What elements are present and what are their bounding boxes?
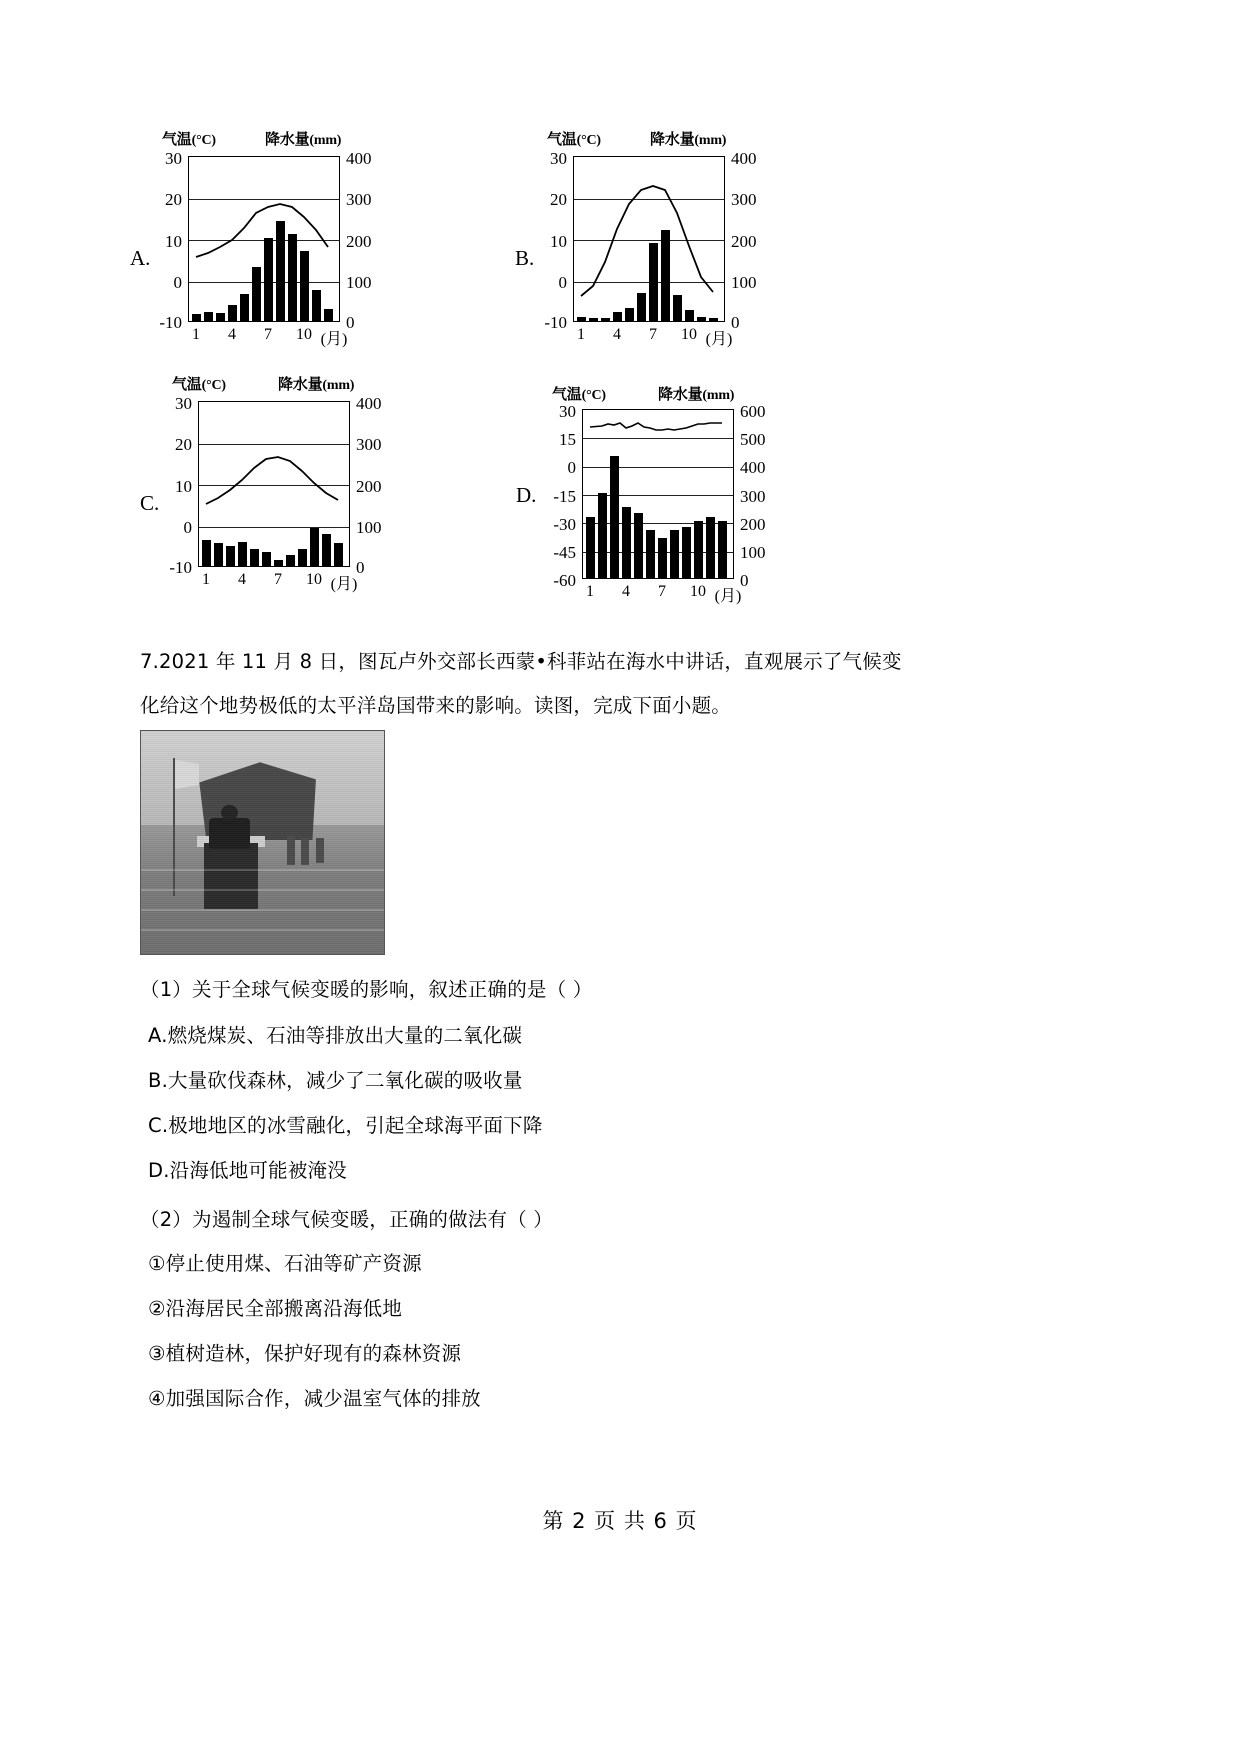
question-stem-line-1: 7.2021 年 11 月 8 日，图瓦卢外交部长西蒙•科菲站在海水中讲话，直观展示了气候变	[140, 650, 902, 673]
chart-a-temperature-curve	[189, 157, 341, 323]
chart-d-temperature-curve	[583, 410, 735, 580]
chart-a-y2tick-1: 300	[346, 190, 372, 209]
photo-flag	[175, 760, 199, 789]
chart-d-ytick-1: 15	[559, 430, 576, 449]
photo-speaker-body	[209, 818, 250, 849]
subquestion-1-prompt: （1）关于全球气候变暖的影响，叙述正确的是（ ）	[140, 978, 593, 1001]
chart-c-y2tick-0: 400	[356, 394, 382, 413]
tuvalu-minister-photo	[140, 730, 385, 955]
chart-a-ytick-1: 20	[165, 190, 182, 209]
chart-b-right-axis-title: 降水量(mm)	[650, 130, 727, 148]
chart-a-ytick-0: 30	[165, 149, 182, 168]
chart-b-xtick-1: 1	[577, 326, 585, 343]
chart-d-y2tick-5: 100	[740, 543, 766, 562]
chart-a-ytick-2: 10	[165, 232, 182, 251]
chart-b-ytick-0: 30	[550, 149, 567, 168]
chart-d-plot	[582, 409, 734, 579]
chart-a-y2tick-3: 100	[346, 273, 372, 292]
chart-b-y2tick-3: 100	[731, 273, 757, 292]
chart-b-temperature-curve	[574, 157, 726, 323]
climate-charts-figure	[0, 118, 1240, 638]
subquestion-2-option-2[interactable]: ②沿海居民全部搬离沿海低地	[148, 1297, 403, 1320]
chart-b-xtick-10: 10	[681, 326, 697, 343]
chart-b-ytick-1: 20	[550, 190, 567, 209]
subquestion-2-option-4[interactable]: ④加强国际合作，减少温室气体的排放	[148, 1387, 481, 1410]
chart-b-ytick-2: 10	[550, 232, 567, 251]
photo-post-1	[287, 836, 295, 865]
chart-c-ytick-1: 20	[175, 435, 192, 454]
chart-b-y2tick-1: 300	[731, 190, 757, 209]
subquestion-1-option-d[interactable]: D.沿海低地可能被淹没	[148, 1159, 347, 1182]
photo-flagpole	[173, 758, 175, 896]
subquestion-1-option-b[interactable]: B.大量砍伐森林，减少了二氧化碳的吸收量	[148, 1069, 523, 1092]
subquestion-2-prompt: （2）为遏制全球气候变暖，正确的做法有（ ）	[140, 1208, 554, 1231]
chart-c-x-axis-labels	[198, 571, 358, 593]
chart-c-xtick-7: 7	[274, 571, 282, 588]
chart-d-ytick-2: 0	[567, 458, 576, 477]
chart-c-plot	[198, 401, 350, 567]
chart-b-x-axis-labels	[573, 326, 733, 348]
chart-d-xtick-7: 7	[658, 583, 666, 600]
subquestion-2-option-1[interactable]: ①停止使用煤、石油等矿产资源	[148, 1252, 422, 1275]
chart-c-xtick-4: 4	[238, 571, 246, 588]
chart-c-xtick-10: 10	[306, 571, 322, 588]
chart-b-y2tick-4: 0	[731, 313, 740, 332]
chart-a-ytick-3: 0	[173, 273, 182, 292]
chart-a-y2tick-0: 400	[346, 149, 372, 168]
chart-c-right-axis-title: 降水量(mm)	[278, 375, 355, 393]
chart-d-ytick-0: 30	[559, 402, 576, 421]
chart-d-y2tick-6: 0	[740, 571, 749, 590]
chart-d-ytick-6: -60	[553, 571, 576, 590]
chart-d-y2tick-4: 200	[740, 515, 766, 534]
photo-post-3	[316, 838, 324, 863]
subquestion-1-option-c[interactable]: C.极地地区的冰雪融化，引起全球海平面下降	[148, 1114, 543, 1137]
chart-a-right-axis-title: 降水量(mm)	[265, 130, 342, 148]
chart-b-ytick-3: 0	[558, 273, 567, 292]
chart-b-left-axis-title: 气温(°C)	[547, 130, 601, 148]
chart-b-ytick-4: -10	[544, 313, 567, 332]
chart-a-xtick-1: 1	[192, 326, 200, 343]
chart-c-y2tick-3: 100	[356, 518, 382, 537]
chart-b-xtick-7: 7	[649, 326, 657, 343]
chart-c-y2tick-2: 200	[356, 477, 382, 496]
chart-c-xtick-1: 1	[202, 571, 210, 588]
chart-b-y2tick-0: 400	[731, 149, 757, 168]
chart-d-xtick-1: 1	[586, 583, 594, 600]
chart-c-y2tick-1: 300	[356, 435, 382, 454]
chart-b-plot	[573, 156, 725, 322]
chart-a-xtick-10: 10	[296, 326, 312, 343]
chart-c-ytick-4: -10	[169, 558, 192, 577]
subquestion-1-option-a[interactable]: A.燃烧煤炭、石油等排放出大量的二氧化碳	[148, 1024, 523, 1047]
chart-c-temperature-curve	[199, 402, 351, 568]
chart-d-option-letter: D.	[516, 483, 537, 507]
chart-d-left-axis-title: 气温(°C)	[552, 385, 606, 403]
chart-b-xtick-month-unit: (月)	[705, 331, 733, 348]
chart-a-xtick-month-unit: (月)	[320, 331, 348, 348]
photo-post-2	[301, 838, 309, 865]
chart-a-option-letter: A.	[130, 246, 151, 270]
chart-a-y2tick-4: 0	[346, 313, 355, 332]
chart-c-ytick-2: 10	[175, 477, 192, 496]
chart-c-y2tick-4: 0	[356, 558, 365, 577]
chart-a-plot	[188, 156, 340, 322]
chart-a-left-axis-title: 气温(°C)	[162, 130, 216, 148]
chart-d-y2tick-1: 500	[740, 430, 766, 449]
chart-b-option-letter: B.	[515, 246, 535, 270]
question-stem-line-2: 化给这个地势极低的太平洋岛国带来的影响。读图，完成下面小题。	[140, 694, 732, 717]
chart-a-xtick-4: 4	[228, 326, 236, 343]
chart-d-xtick-month-unit: (月)	[714, 588, 742, 605]
chart-c-ytick-0: 30	[175, 394, 192, 413]
chart-c-ytick-3: 0	[183, 518, 192, 537]
photo-podium	[204, 843, 257, 910]
chart-d-xtick-10: 10	[690, 583, 706, 600]
chart-c-xtick-month-unit: (月)	[330, 576, 358, 593]
chart-d-right-axis-title: 降水量(mm)	[658, 385, 735, 403]
chart-d-x-axis-labels	[582, 583, 742, 605]
chart-c-left-axis-title: 气温(°C)	[172, 375, 226, 393]
chart-d-ytick-3: -15	[553, 487, 576, 506]
chart-d-y2tick-0: 600	[740, 402, 766, 421]
subquestion-2-option-3[interactable]: ③植树造林，保护好现有的森林资源	[148, 1342, 462, 1365]
chart-d-ytick-5: -45	[553, 543, 576, 562]
chart-d-y2tick-3: 300	[740, 487, 766, 506]
chart-a-x-axis-labels	[188, 326, 348, 348]
chart-a-ytick-4: -10	[159, 313, 182, 332]
chart-a-xtick-7: 7	[264, 326, 272, 343]
chart-d-xtick-4: 4	[622, 583, 630, 600]
chart-b-xtick-4: 4	[613, 326, 621, 343]
chart-c-option-letter: C.	[140, 491, 160, 515]
chart-d-ytick-4: -30	[553, 515, 576, 534]
chart-a-y2tick-2: 200	[346, 232, 372, 251]
chart-b-y2tick-2: 200	[731, 232, 757, 251]
page-footer: 第 2 页 共 6 页	[542, 1509, 698, 1533]
chart-d-y2tick-2: 400	[740, 458, 766, 477]
